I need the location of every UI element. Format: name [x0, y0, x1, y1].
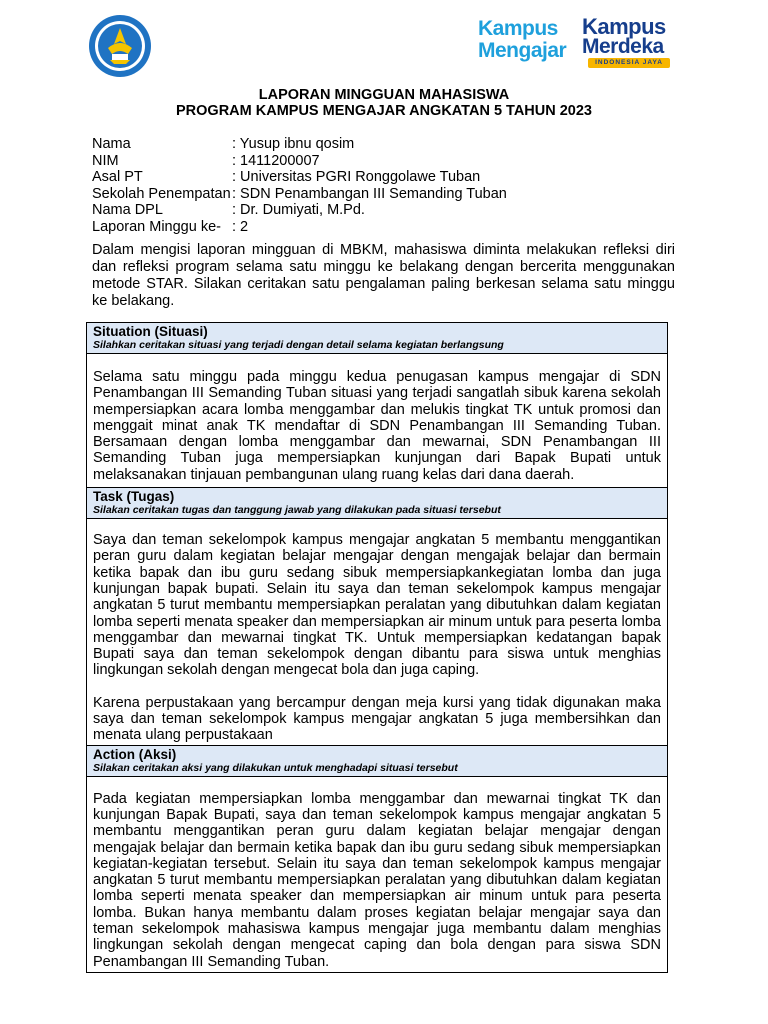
info-value: : 1411200007 [232, 152, 320, 169]
info-label: Nama DPL [92, 202, 163, 218]
logo-text-kampus-2: Kampus [582, 14, 666, 39]
info-value: : Universitas PGRI Ronggolawe Tuban [232, 169, 481, 185]
info-value: : Yusup ibnu qosim [232, 136, 355, 152]
action-body [87, 777, 667, 972]
task-header [87, 488, 667, 519]
info-label: NIM [92, 152, 119, 169]
task-text-2: Karena perpustakaan yang bercampur dengan meja kursi yang tidak digunakan maka saya dan teman sekelompok kampus mengajar angkatan 5 juga membersihkan dan menata ulang perpustakaan [93, 694, 661, 744]
situation-text: Selama satu minggu pada minggu kedua penugasan kampus mengajar di SDN Penambangan III Semanding Tuban situasi yang terjadi sangatlah sibuk karena sekolah mempersiapkan acara lomba menggambar dan melukis tingkat TK untuk promosi dan menggait minat anak TK mendaftar di SDN Penambangan III Semanding Tuban. Bersamaan dengan lomba menggambar dan mewarnai, SDN Penambangan III Semanding Tuban juga mempersiapkan kunjungan dari Bapak Bupati untuk melaksanakan tinjauan pembangunan ulang ruang kelas dari dana daerah. [93, 369, 661, 483]
info-label: Nama [92, 136, 131, 152]
kampus-merdeka-logo [478, 14, 674, 78]
action-instruction: Silakan ceritakan aksi yang dilakukan untuk menghadapi situasi tersebut [93, 761, 458, 774]
info-label: Sekolah Penempatan [92, 185, 231, 202]
tut-wuri-handayani-logo [88, 14, 152, 78]
logo-tag-indonesia-jaya: INDONESIA JAYA [588, 58, 670, 68]
task-heading: Task (Tugas) [93, 489, 175, 505]
situation-header [87, 323, 667, 354]
report-title: LAPORAN MINGGUAN MAHASISWA [258, 87, 510, 103]
info-label: Asal PT [92, 169, 143, 185]
info-value: : 2 [232, 218, 249, 235]
logo-text-merdeka: Merdeka [582, 35, 664, 58]
task-instruction: Silakan ceritakan tugas dan tanggung jawab yang dilakukan pada situasi tersebut [93, 504, 501, 517]
situation-body [87, 354, 667, 488]
info-row-nim [92, 153, 507, 170]
situation-instruction: Silahkan ceritakan situasi yang terjadi dengan detail selama kegiatan berlangsung [93, 339, 504, 351]
logo-text-kampus: Kampus [478, 17, 558, 40]
info-row-minggu [92, 219, 507, 236]
star-table [86, 322, 668, 973]
task-text-1: Saya dan teman sekelompok kampus mengajar angkatan 5 membantu menggantikan peran guru dalam kegiatan belajar mengajar dengan mengajak belajar dan bermain ketika bapak dan ibu guru sedang sibuk mempersiapkankegiatan lomba dan juga kunjungan bapak bupati. Selain itu saya dan teman sekelompok kampus mengajar angkatan 5 turut membantu mempersiapkan peralatan yang dibutuhkan dalam kegiatan lomba seperti menata speaker dan mempersiapkan air minum untuk para peserta lomba menggambar dan mewarnai tingkat TK. Untuk mempersiapkan kedatangan bapak Bupati saya dan teman sekelompok dengan dibantu para siswa untuk menghias lingkungan sekolah dengan mengecat bola dan juga caping. [93, 532, 661, 679]
info-row-asal-pt [92, 169, 507, 186]
info-value: : SDN Penambangan III Semanding Tuban [232, 185, 507, 202]
info-row-sekolah [92, 186, 507, 203]
action-text: Pada kegiatan mempersiapkan lomba menggambar dan mewarnai tingkat TK dan kunjungan Bapak Bupati, saya dan teman sekelompok kampus mengajar angkatan 5 membantu menggantikan peran guru dalam kegiatan belajar mengajar dengan mengajak belajar dan bermain ketika bapak dan ibu guru sedang sibuk mempersiapkan kegiatan-kegiatan tersebut. Selain itu saya dan teman sekelompok kampus mengajar angkatan 5 turut membantu mempersiapkan peralatan yang dibutuhkan dalam kegiatan lomba seperti menata speaker dan mempersiapkan air minum untuk para peserta lomba. Bukan hanya membantu dalam proses kegiatan belajar mengajar saya dan teman sekelompok mahasiswa kampus mengajar juga membantu dalam menghias lingkungan sekolah dengan mengecat caping dan bola dengan para siswa SDN Penambangan III Semanding Tuban. [93, 790, 661, 970]
emblem-icon [88, 14, 152, 78]
logo-text-mengajar: Mengajar [478, 39, 567, 62]
action-heading: Action (Aksi) [93, 746, 177, 762]
student-info [92, 136, 507, 235]
action-header [87, 746, 667, 777]
info-value: : Dr. Dumiyati, M.Pd. [232, 202, 365, 218]
info-row-nama [92, 136, 507, 153]
intro-paragraph: Dalam mengisi laporan mingguan di MBKM, mahasiswa diminta melakukan refleksi diri dan refleksi program selama satu minggu ke belakang dengan bercerita menggunakan metode STAR. Silakan ceritakan satu pengalaman paling berkesan selama satu minggu ke belakang. [92, 242, 675, 309]
info-label: Laporan Minggu ke- [92, 218, 221, 235]
task-body [87, 519, 667, 746]
report-subtitle: PROGRAM KAMPUS MENGAJAR ANGKATAN 5 TAHUN 2023 [176, 103, 592, 119]
situation-heading: Situation (Situasi) [93, 324, 208, 339]
info-row-dpl [92, 202, 507, 219]
